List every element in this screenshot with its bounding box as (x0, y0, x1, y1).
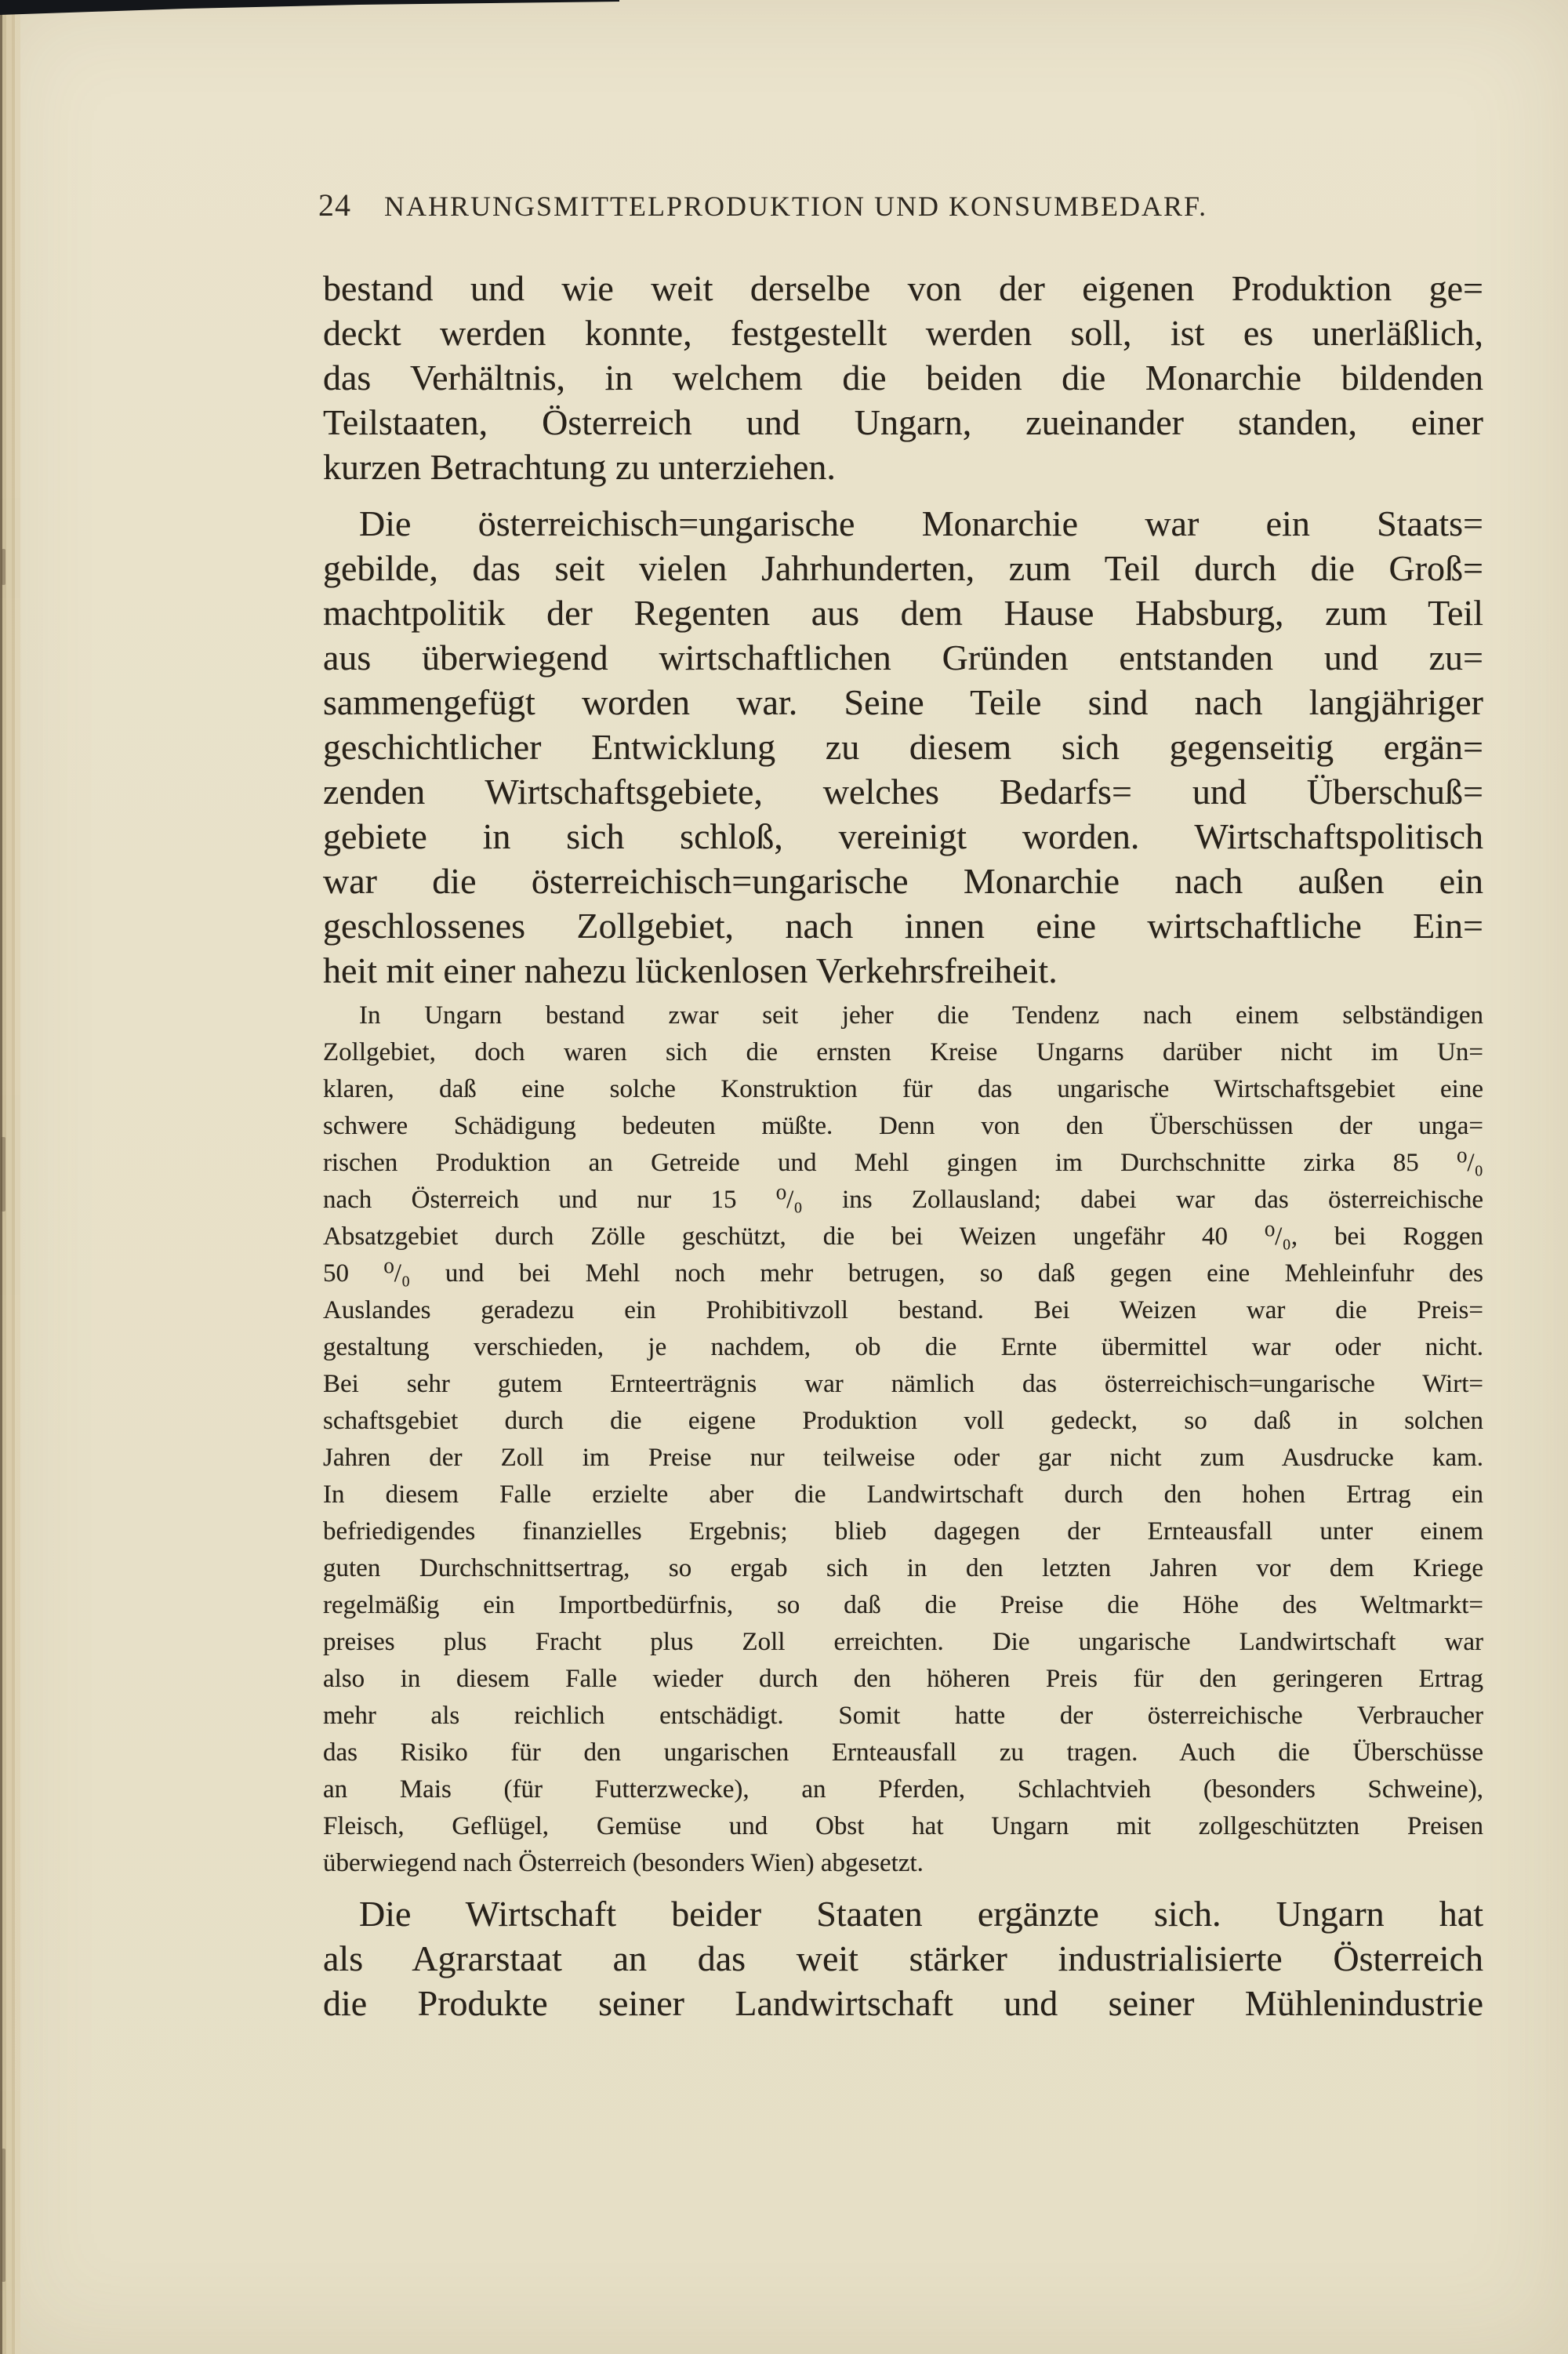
running-header: NAHRUNGSMITTELPRODUKTION UND KONSUMBEDARF. (384, 191, 1208, 222)
text-line: Die österreichisch=ungarische Monarchie war ein Staats= (359, 503, 1483, 543)
text-line: Zollgebiet, doch waren sich die ernsten Kreise Ungarns darüber nicht im Un= (323, 1038, 1483, 1066)
page-number: 24 (318, 187, 351, 223)
text-line: schaftsgebiet durch die eigene Produktion voll gedeckt, so daß in solchen (323, 1407, 1483, 1435)
page-edge-binding (0, 0, 20, 2354)
text-line: gestaltung verschieden, je nachdem, ob die Ernte übermittel war oder nicht. (323, 1333, 1483, 1361)
text-line: mehr als reichlich entschädigt. Somit hatte der österreichische Verbraucher (323, 1702, 1483, 1730)
text-line: Die Wirtschaft beider Staaten ergänzte sich. Ungarn hat (359, 1894, 1483, 1934)
text-line: das Risiko für den ungarischen Ernteausfall zu tragen. Auch die Überschüsse (323, 1738, 1483, 1767)
text-line: kurzen Betrachtung zu unterziehen. (323, 447, 836, 487)
paragraph (323, 501, 1483, 993)
text-line: geschichtlicher Entwicklung zu diesem sich gegenseitig ergän= (323, 727, 1483, 767)
paragraph (323, 266, 1483, 489)
page-body (323, 266, 1483, 2025)
text-line: Auslandes geradezu ein Prohibitivzoll bestand. Bei Weizen war die Preis= (323, 1296, 1483, 1324)
text-line: guten Durchschnittsertrag, so ergab sich in den letzten Jahren vor dem Kriege (323, 1554, 1483, 1582)
binding-mark (2, 549, 5, 585)
paragraph (323, 997, 1483, 1882)
text-line: schwere Schädigung bedeuten müßte. Denn von den Überschüssen der unga= (323, 1112, 1483, 1140)
text-line: an Mais (für Futterzwecke), an Pferden, Schlachtvieh (besonders Schweine), (323, 1775, 1483, 1804)
text-line: das Verhältnis, in welchem die beiden die Monarchie bildenden (323, 358, 1483, 398)
text-line: zenden Wirtschaftsgebiete, welches Bedarfs= und Überschuß= (323, 772, 1483, 812)
text-line: die Produkte seiner Landwirtschaft und seiner Mühlenindustrie (323, 1983, 1483, 2023)
text-line: deckt werden konnte, festgestellt werden soll, ist es unerläßlich, (323, 313, 1483, 353)
text-line: In Ungarn bestand zwar seit jeher die Tendenz nach einem selbständigen (359, 1001, 1483, 1030)
text-line: Bei sehr gutem Ernteerträgnis war nämlich das österreichisch=ungarische Wirt= (323, 1370, 1483, 1398)
text-line: überwiegend nach Österreich (besonders Wien) abgesetzt. (323, 1849, 924, 1877)
text-line: Fleisch, Geflügel, Gemüse und Obst hat Ungarn mit zollgeschützten Preisen (323, 1812, 1483, 1840)
scan-shadow-top (0, 0, 619, 16)
text-line: rischen Produktion an Getreide und Mehl gingen im Durchschnitte zirka 85 ⁰/₀ (323, 1149, 1483, 1177)
text-line: klaren, daß eine solche Konstruktion für das ungarische Wirtschaftsgebiet eine (323, 1075, 1483, 1103)
text-line: gebiete in sich schloß, vereinigt worden. Wirtschaftspolitisch (323, 816, 1483, 856)
text-line: preises plus Fracht plus Zoll erreichten. Die ungarische Landwirtschaft war (323, 1628, 1483, 1656)
text-line: gebilde, das seit vielen Jahrhunderten, zum Teil durch die Groß= (323, 548, 1483, 588)
text-line: als Agrarstaat an das weit stärker industrialisierte Österreich (323, 1938, 1483, 1978)
text-line: machtpolitik der Regenten aus dem Hause Habsburg, zum Teil (323, 593, 1483, 633)
text-line: aus überwiegend wirtschaftlichen Gründen entstanden und zu= (323, 638, 1483, 678)
text-line: bestand und wie weit derselbe von der eigenen Produktion ge= (323, 268, 1483, 308)
text-line: Jahren der Zoll im Preise nur teilweise oder gar nicht zum Ausdrucke kam. (323, 1444, 1483, 1472)
text-line: heit mit einer nahezu lückenlosen Verkehrsfreiheit. (323, 950, 1058, 990)
binding-mark (2, 2149, 5, 2282)
text-line: war die österreichisch=ungarische Monarchie nach außen ein (323, 861, 1483, 901)
running-header-row (318, 187, 1479, 223)
text-line: nach Österreich und nur 15 ⁰/₀ ins Zollausland; dabei war das österreichische (323, 1186, 1483, 1214)
text-line: 50 ⁰/₀ und bei Mehl noch mehr betrugen, so daß gegen eine Mehleinfuhr des (323, 1259, 1483, 1288)
text-line: geschlossenes Zollgebiet, nach innen eine wirtschaftliche Ein= (323, 906, 1483, 946)
text-line: In diesem Falle erzielte aber die Landwirtschaft durch den hohen Ertrag ein (323, 1480, 1483, 1509)
text-line: befriedigendes finanzielles Ergebnis; blieb dagegen der Ernteausfall unter einem (323, 1517, 1483, 1546)
text-line: regelmäßig ein Importbedürfnis, so daß die Preise die Höhe des Weltmarkt= (323, 1591, 1483, 1619)
paragraph (323, 1891, 1483, 2025)
text-line: sammengefügt worden war. Seine Teile sind nach langjähriger (323, 682, 1483, 722)
text-line: Teilstaaten, Österreich und Ungarn, zueinander standen, einer (323, 402, 1483, 442)
binding-mark (1, 1137, 5, 1212)
text-line: also in diesem Falle wieder durch den höheren Preis für den geringeren Ertrag (323, 1665, 1483, 1693)
text-line: Absatzgebiet durch Zölle geschützt, die bei Weizen ungefähr 40 ⁰/₀, bei Roggen (323, 1222, 1483, 1251)
